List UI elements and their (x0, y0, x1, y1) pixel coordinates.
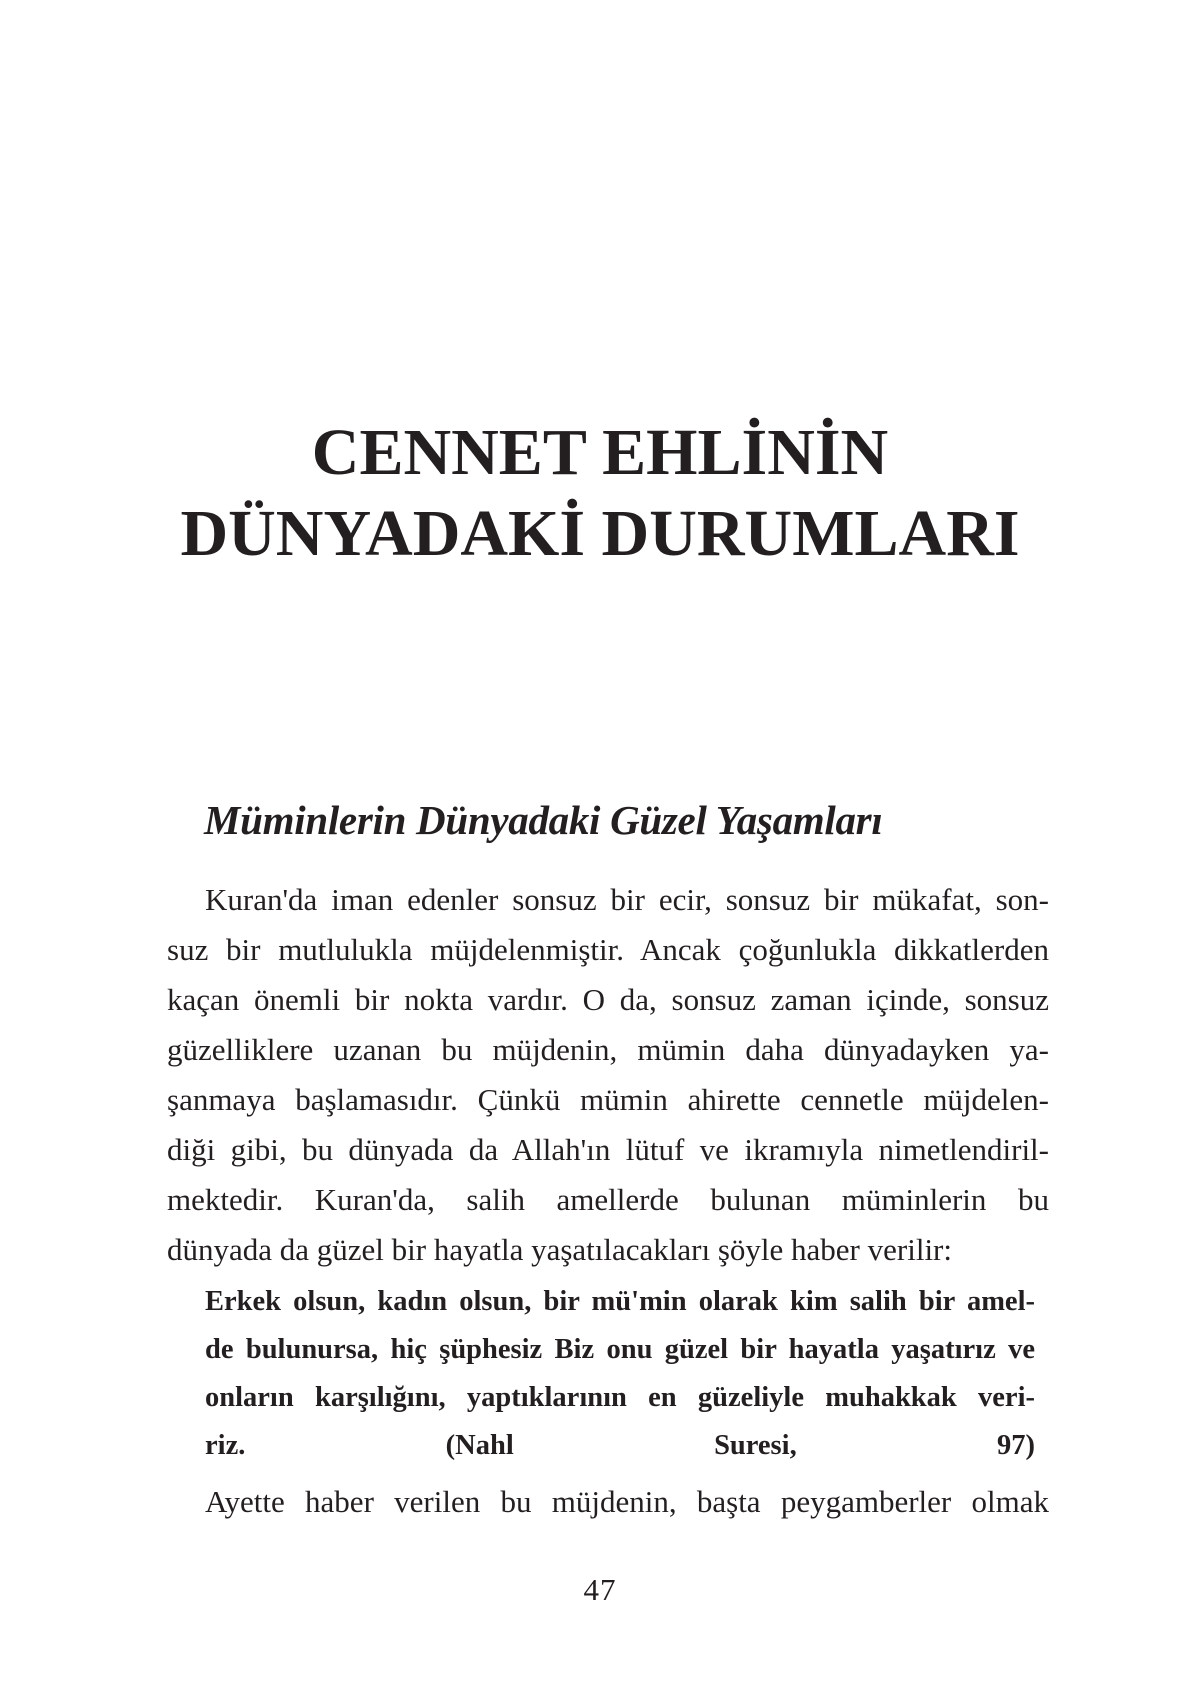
paragraph-1-line: Kuran'da iman edenler sonsuz bir ecir, sonsuz bir mükafat, son- (205, 882, 1049, 917)
verse-quote-line: onların karşılığını, yaptıklarının en güzeliyle muhakkak veri- (205, 1382, 1035, 1413)
paragraph-1-line: şanmaya başlamasıdır. Çünkü mümin ahirette cennetle müjdelen- (167, 1082, 1049, 1117)
section-title: Müminlerin Dünyadaki Güzel Yaşamları (204, 797, 883, 843)
chapter-title-line-1: CENNET EHLİNİN (311, 416, 889, 489)
page-number: 47 (583, 1572, 617, 1607)
paragraph-1-line: diği gibi, bu dünyada da Allah'ın lütuf ve ikramıyla nimetlendiril- (167, 1132, 1049, 1167)
paragraph-1-line: mektedir. Kuran'da, salih amellerde bulunan müminlerin bu (167, 1182, 1049, 1217)
chapter-title (0, 412, 1200, 574)
verse-quote-line: riz. (Nahl Suresi, 97) (205, 1430, 1035, 1461)
paragraph-1-line: güzelliklere uzanan bu müjdenin, mümin daha dünyadayken ya- (167, 1032, 1049, 1067)
paragraph-1-line: kaçan önemli bir nokta vardır. O da, sonsuz zaman içinde, sonsuz (167, 982, 1049, 1017)
verse-quote-line: Erkek olsun, kadın olsun, bir mü'min olarak kim salih bir amel- (205, 1286, 1035, 1317)
verse-quote-line: de bulunursa, hiç şüphesiz Biz onu güzel bir hayatla yaşatırız ve (205, 1334, 1035, 1365)
paragraph-1-line: dünyada da güzel bir hayatla yaşatılacakları şöyle haber verilir: (167, 1232, 952, 1267)
paragraph-1-line: suz bir mutlulukla müjdelenmiştir. Ancak çoğunlukla dikkatlerden (167, 932, 1049, 967)
paragraph-2-line: Ayette haber verilen bu müjdenin, başta peygamberler olmak (205, 1484, 1049, 1519)
chapter-title-line-2: DÜNYADAKİ DURUMLARI (180, 497, 1020, 570)
